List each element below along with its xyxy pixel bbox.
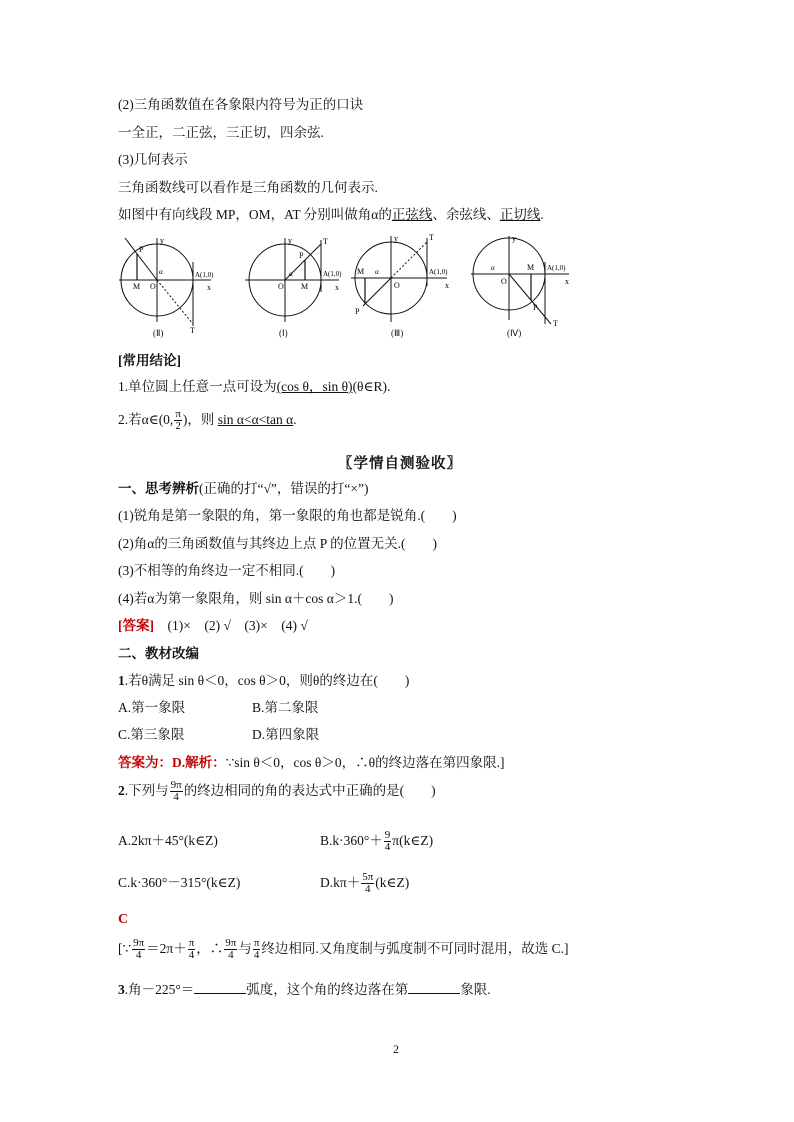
point-a-label: A(1,0) [429,268,448,276]
t-label: T [323,237,328,246]
question-2-answer: C [118,912,129,927]
alpha-label: α [491,264,495,272]
origin-label: O [150,282,156,291]
p-label: P [355,307,360,316]
heading-geometry: (3)几何表示 [118,152,188,167]
alpha-label: α [159,268,163,276]
alpha-label: α [289,270,293,278]
t-label: T [429,233,434,242]
caption-figure-3: (Ⅲ) [391,328,404,338]
origin-label: O [394,281,400,290]
part1-heading: 一、思考辨析(正确的打“√”，错误的打“×”) [118,481,369,496]
part1-answer: [答案] (1)× (2) √ (3)× (4) √ [118,618,308,633]
caption-figure-2: (Ⅱ) [153,328,164,338]
section-title: 〖学情自测验收〗 [338,456,462,472]
p-label: P [533,303,538,312]
y-axis-label: y [394,234,398,243]
question-3: 3.角－225°＝ 弧度，这个角的终边落在第 象限. [118,982,491,997]
t-label: T [190,326,195,335]
caption-figure-1: (Ⅰ) [279,328,288,338]
m-label: M [133,282,141,291]
p-label: P [139,245,144,254]
page-number: 2 [393,1042,399,1056]
unit-circle-figure-4 [469,232,579,328]
answer-blank-2[interactable] [408,981,460,994]
caption-figure-4: (Ⅳ) [507,328,522,338]
pi-over-2-fraction: $\frac{\pi}{2}$ [175,408,181,433]
x-axis-label: x [207,283,211,292]
unit-circle-figure-3 [347,232,463,328]
answer-blank-1[interactable] [194,981,246,994]
alpha-label: α [375,268,379,276]
conclusion-1: 1.单位圆上任意一点可设为(cos θ，sin θ)(θ∈R). [118,379,391,394]
m-label: M [301,282,309,291]
trig-line-figures [115,232,575,342]
x-axis-label: x [445,281,449,290]
conclusion-2: 2.若α∈(0, $\frac{\pi}{2}$ )，则 sin α<α<tan α. [118,408,297,433]
m-label: M [357,267,365,276]
question-2-options-cd: C.k·360°－315°(k∈Z) D.kπ＋ $\frac{5\pi}{4}$ (k∈Z) [118,871,410,896]
sine-line-term: 正弦线 [391,207,433,222]
question-2-stem: 2.下列与 $\frac{9\pi}{4}$ 的终边相同的角的表达式中正确的是( ) [118,779,436,804]
point-a-label: A(1,0) [323,270,342,278]
conclusions-heading: [常用结论] [118,353,181,368]
question-1-options-cd: C.第三象限 D.第四象限 [118,727,320,742]
tangent-line-term: 正切线 [499,207,541,222]
x-axis-label: x [565,277,569,286]
question-1-stem: 1.若θ满足 sin θ＜0，cos θ＞0，则θ的终边在( ) [118,673,410,688]
judgement-item-4: (4)若α为第一象限角，则 sin α＋cos α＞1.( ) [118,591,394,606]
question-2-options-ab: A.2kπ＋45°(k∈Z) B.k·360°＋ $\frac{9}{4}$ π(k∈Z) [118,829,434,854]
geometry-sentence: 三角函数线可以看作是三角函数的几何表示. [118,180,378,195]
heading-quadrant-signs: (2)三角函数值在各象限内符号为正的口诀 [118,97,364,112]
origin-label: O [278,282,284,291]
t-label: T [553,319,558,328]
point-a-label: A(1,0) [195,271,214,279]
question-1-answer: 答案为：D.解析：∵sin θ＜0，cos θ＞0，∴θ的终边落在第四象限.] [118,755,505,770]
part2-heading: 二、教材改编 [118,646,199,661]
y-axis-label: y [288,236,292,245]
judgement-item-3: (3)不相等的角终边一定不相同.( ) [118,563,336,578]
unit-circle-figure-1 [239,232,349,328]
p-label: P [299,251,304,260]
mnemonic-line: 一全正，二正弦，三正切，四余弦. [118,125,324,140]
y-axis-label: y [512,234,516,243]
x-axis-label: x [335,283,339,292]
point-a-label: A(1,0) [547,264,566,272]
m-label: M [527,263,535,272]
judgement-item-2: (2)角α的三角函数值与其终边上点 P 的位置无关.( ) [118,536,437,551]
origin-label: O [501,277,507,286]
figure-sentence: 如图中有向线段 MP，OM，AT 分别叫做角α的正弦线、余弦线、正切线. [118,207,544,222]
question-2-explanation: [∵ $\frac{9\pi}{4}$ ＝2π＋ $\frac{\pi}{4}$ ，∴ $\frac{9\pi}{4}$ 与 $\frac{\pi}{4}$ 终边相同.又角度制与弧度制不可同时混用，故选 C.] [118,937,569,962]
y-axis-label: y [160,236,164,245]
question-1-options-ab: A.第一象限 B.第二象限 [118,700,319,715]
judgement-item-1: (1)锐角是第一象限的角，第一象限的角也都是锐角.( ) [118,508,457,523]
